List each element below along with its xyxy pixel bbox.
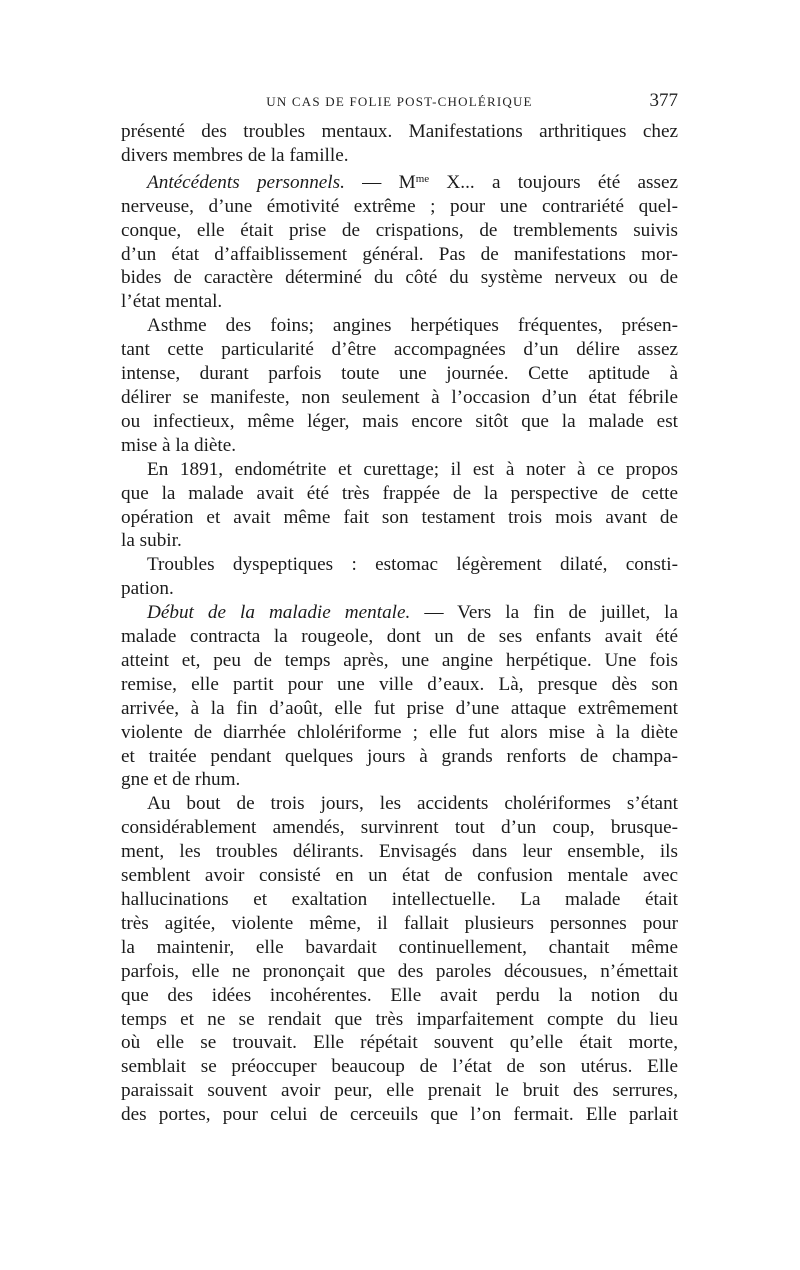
text-segment: X... a toujours été assez xyxy=(429,171,678,193)
text-line: hallucinations et exaltation intellectuelle. La malade était xyxy=(121,889,678,910)
text-line: conque, elle était prise de crispations, de tremblements suivis xyxy=(121,219,678,241)
text-line: Troubles dyspeptiques : estomac légèrement dilaté, consti- xyxy=(147,554,678,576)
text-line: où elle se trouvait. Elle répétait souvent qu’elle était morte, xyxy=(121,1032,678,1054)
text-line: bides de caractère déterminé du côté du système nerveux ou de xyxy=(121,267,678,289)
section-heading: Antécédents personnels. xyxy=(147,171,345,193)
text-line: opération et avait même fait son testament trois mois avant de xyxy=(121,506,678,528)
text-line: remise, elle partit pour une ville d’eaux. Là, presque dès son xyxy=(121,673,678,695)
body-text xyxy=(121,120,678,1127)
text-line: que des idées incohérentes. Elle avait perdu la notion du xyxy=(121,984,678,1006)
text-line: En 1891, endométrite et curettage; il est à noter à ce propos xyxy=(147,458,678,480)
running-title: UN CAS DE FOLIE POST-CHOLÉRIQUE xyxy=(266,94,533,109)
text-line: semblait se préoccuper beaucoup de l’état de son utérus. Elle xyxy=(121,1056,678,1078)
book-page xyxy=(121,90,678,1127)
text-line: intense, durant parfois toute une journée. Cette aptitude à xyxy=(121,363,678,385)
text-line: que la malade avait été très frappée de la perspective de cette xyxy=(121,482,678,504)
text-line: violente de diarrhée chlolériforme ; elle fut alors mise à la diète xyxy=(121,721,678,743)
running-head xyxy=(121,90,678,120)
section-heading: Début de la maladie mentale. xyxy=(147,602,411,624)
text-line: Asthme des foins; angines herpétiques fréquentes, présen- xyxy=(147,315,678,337)
text-line xyxy=(121,601,678,625)
text-line: temps et ne se rendait que très imparfaitement compte du lieu xyxy=(121,1008,678,1030)
text-line: pation. xyxy=(121,578,174,600)
text-line: gne et de rhum. xyxy=(121,769,241,791)
text-line: Au bout de trois jours, les accidents cholériformes s’étant xyxy=(147,793,678,815)
text-line: divers membres de la famille. xyxy=(121,144,349,166)
text-line: malade contracta la rougeole, dont un de ses enfants avait été xyxy=(121,626,678,648)
text-line: nerveuse, d’une émotivité extrême ; pour une contrariété quel- xyxy=(121,195,678,217)
text-line: délirer se manifeste, non seulement à l’occasion d’un état fébrile xyxy=(121,386,678,408)
text-line: tant cette particularité d’être accompagnées d’un délire assez xyxy=(121,339,678,361)
text-line: ment, les troubles délirants. Envisagés dans leur ensemble, ils xyxy=(121,841,678,863)
text-line: ou infectieux, même léger, mais encore sitôt que la malade est xyxy=(121,410,678,432)
superscript: me xyxy=(415,172,430,185)
text-line: d’un état d’affaiblissement général. Pas de manifestations mor- xyxy=(121,243,678,265)
text-line: l’état mental. xyxy=(121,291,223,313)
text-line: paraissait souvent avoir peur, elle prenait le bruit des serrures, xyxy=(121,1080,678,1102)
text-line: très agitée, violente même, il fallait plusieurs personnes pour xyxy=(121,912,678,934)
text-line: des portes, pour celui de cerceuils que l’on fermait. Elle parlait xyxy=(121,1104,678,1126)
text-line: la maintenir, elle bavardait continuellement, chantait même xyxy=(121,936,678,958)
text-line: la subir. xyxy=(121,530,182,552)
text-line: parfois, elle ne prononçait que des paroles décousues, n’émettait xyxy=(121,960,678,982)
text-line: et traitée pendant quelques jours à grands renforts de champa- xyxy=(121,745,678,767)
text-segment: — M xyxy=(344,171,416,193)
page-number: 377 xyxy=(649,90,678,111)
text-line: arrivée, à la fin d’août, elle fut prise d’une attaque extrêmement xyxy=(121,697,678,719)
text-line: semblent avoir consisté en un état de confusion mentale avec xyxy=(121,865,678,887)
text-line: atteint et, peu de temps après, une angine herpétique. Une fois xyxy=(121,649,678,671)
text-line: présenté des troubles mentaux. Manifestations arthritiques chez xyxy=(121,121,678,142)
text-line xyxy=(121,168,678,195)
text-line: considérablement amendés, survinrent tout d’un coup, brusque- xyxy=(121,817,678,839)
text-segment: — Vers la fin de juillet, la xyxy=(410,602,678,624)
text-line: mise à la diète. xyxy=(121,434,237,456)
